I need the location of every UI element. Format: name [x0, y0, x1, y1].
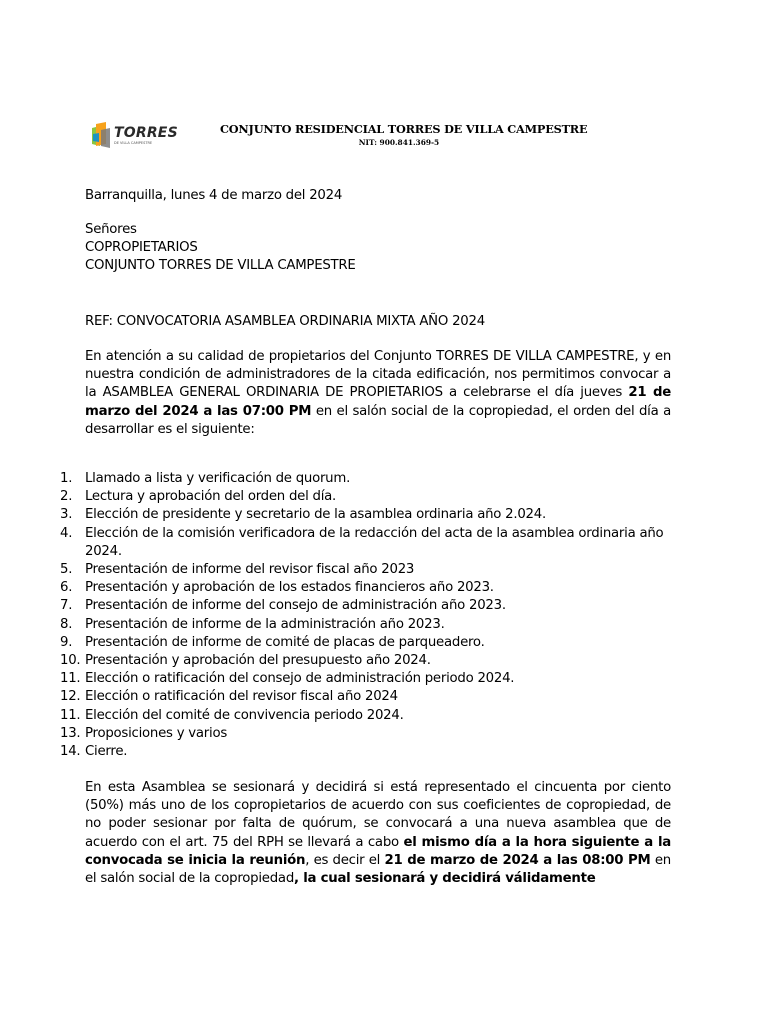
agenda-item-text: Presentación de informe del revisor fiscal año 2023 — [85, 562, 415, 578]
agenda-item-text: Presentación de informe de comité de placas de parqueadero. — [85, 634, 485, 650]
agenda-item-number: 13. — [60, 725, 81, 741]
closing-bold-1: el mismo día a la hora siguiente a la convocada se inicia la reunión — [85, 834, 671, 868]
agenda-item — [60, 506, 680, 524]
intro-date-bold: 21 de marzo del 2024 a las 07:00 PM — [85, 385, 671, 419]
logo-tagline: DE VILLA CAMPESTRE — [114, 141, 153, 145]
recipient-line-3: CONJUNTO TORRES DE VILLA CAMPESTRE — [85, 258, 356, 273]
agenda-item-text: Lectura y aprobación del orden del día. — [85, 489, 337, 505]
date-line: Barranquilla, lunes 4 de marzo del 2024 — [85, 188, 343, 203]
agenda-item-number: 6. — [60, 580, 73, 596]
agenda-item-text: Presentación de informe del consejo de administración año 2023. — [85, 598, 506, 614]
reference-line: REF: CONVOCATORIA ASAMBLEA ORDINARIA MIXTA AÑO 2024 — [85, 314, 485, 329]
agenda-item-text: Elección o ratificación del consejo de administración periodo 2024. — [85, 671, 515, 687]
agenda-item-text: Llamado a lista y verificación de quorum. — [85, 471, 351, 486]
closing-bold-2: 21 de marzo de 2024 a las 08:00 PM — [384, 852, 651, 868]
agenda-item-number: 8. — [60, 616, 73, 632]
intro-text-1: En atención a su calidad de propietarios del Conjunto TORRES DE VILLA CAMPESTRE, y en nuestra condición de administradores de la citada edificación, nos permitimos convocar a la ASAMBLEA GENERAL ORDINARIA DE PROPIETARIOS a celebrarse el día jueves — [85, 349, 671, 401]
agenda-item — [60, 579, 680, 597]
recipient-line-1: Señores — [85, 222, 137, 237]
torres-logo — [90, 122, 176, 148]
agenda-item-number: 9. — [60, 634, 73, 650]
agenda-item-text: Cierre. — [85, 744, 128, 760]
agenda-item — [60, 652, 680, 670]
agenda-item — [60, 688, 680, 706]
agenda-item — [60, 525, 680, 561]
recipient-line-2: COPROPIETARIOS — [85, 240, 198, 255]
closing-paragraph — [85, 779, 671, 888]
agenda-item — [60, 707, 680, 725]
agenda-item-number: 12. — [60, 689, 81, 705]
agenda-item-text: Elección de presidente y secretario de la asamblea ordinaria año 2.024. — [85, 507, 546, 523]
agenda-item-number: 3. — [60, 507, 73, 523]
closing-text-3: en el salón social de la copropiedad — [85, 852, 671, 887]
torres-logo-icon — [90, 122, 116, 148]
closing-bold-3: , la cual sesionará y decidirá válidamente — [294, 871, 596, 887]
intro-text-2: en el salón social de la copropiedad, el orden del día a desarrollar es el siguiente: — [85, 403, 671, 437]
agenda-item — [60, 743, 680, 761]
agenda-item — [60, 725, 680, 743]
agenda-item-text: Presentación de informe de la administración año 2023. — [85, 616, 445, 632]
agenda-item — [60, 670, 680, 688]
agenda-item — [60, 616, 680, 634]
agenda-item-number: 7. — [60, 598, 73, 614]
logo-word: TORRES — [114, 125, 178, 141]
agenda-item-text: Presentación y aprobación del presupuesto año 2024. — [85, 653, 431, 669]
agenda-item-number: 4. — [60, 525, 73, 541]
agenda-item — [60, 470, 680, 488]
intro-paragraph — [85, 348, 671, 439]
agenda-item — [60, 597, 680, 615]
header-nit: NIT: 900.841.369-5 — [358, 138, 440, 147]
agenda-item-number: 1. — [60, 471, 73, 486]
agenda-item-text: Proposiciones y varios — [85, 725, 228, 741]
agenda-item-number: 14. — [60, 744, 81, 760]
agenda-item-number: 2. — [60, 489, 73, 505]
agenda-item-number: 5. — [60, 562, 73, 578]
agenda-list — [60, 470, 680, 761]
agenda-item-text: Elección de la comisión verificadora de la redacción del acta de la asamblea ordinaria año 2024. — [85, 525, 664, 559]
agenda-item-number: 11. — [60, 707, 81, 723]
header-title: CONJUNTO RESIDENCIAL TORRES DE VILLA CAMPESTRE — [220, 122, 588, 136]
closing-text-1: En esta Asamblea se sesionará y decidirá si está representado el cincuenta por ciento (50%) más uno de los copropietarios de acuerdo con sus coeficientes de copropiedad, de no poder sesionar por falta de quórum, se convocará a una nueva asamblea que de acuerdo con el art. 75 del RPH se llevará a cabo — [85, 780, 671, 850]
agenda-item-text: Elección o ratificación del revisor fiscal año 2024 — [85, 689, 398, 705]
agenda-item-text: Presentación y aprobación de los estados financieros año 2023. — [85, 580, 494, 596]
agenda-item-number: 10. — [60, 653, 81, 669]
agenda-item — [60, 561, 680, 579]
agenda-item — [60, 488, 680, 506]
closing-text-2: , es decir el — [305, 852, 385, 868]
agenda-item-number: 11. — [60, 671, 81, 687]
agenda-item-text: Elección del comité de convivencia periodo 2024. — [85, 707, 404, 723]
agenda-item — [60, 634, 680, 652]
